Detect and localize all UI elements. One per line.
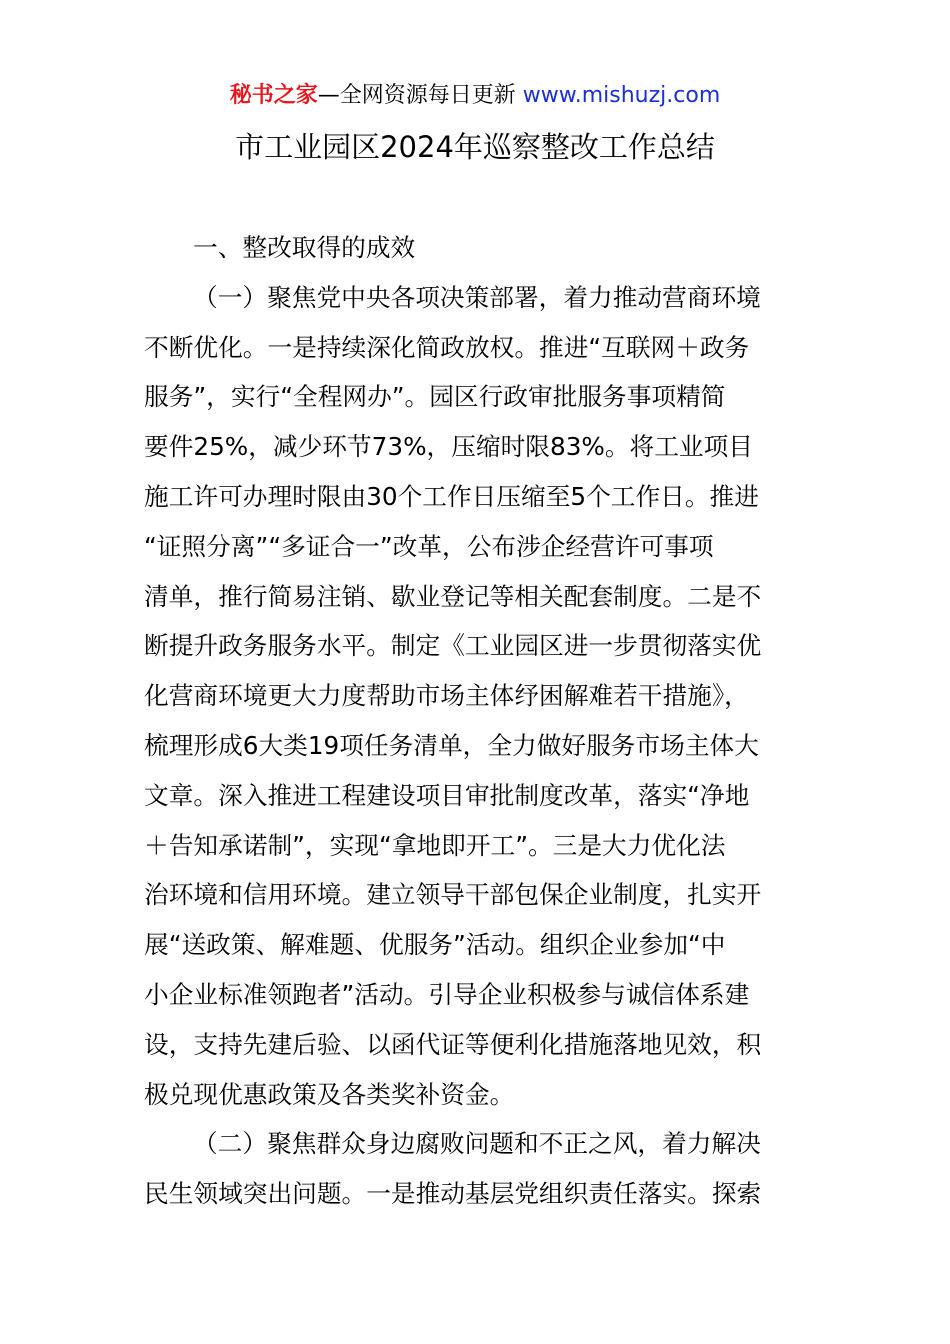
section-heading: 一、整改取得的成效 [193,233,416,262]
paragraph-line: 施工许可办理时限由30个工作日压缩至5个工作日。推进 [144,481,759,511]
brand-name: 秘书之家 [229,83,318,108]
paragraph-line: 梳理形成6大类19项任务清单，全力做好服务市场主体大 [144,730,759,760]
site-url-link[interactable]: www.mishuzj.com [522,83,721,108]
paragraph-line: 极兑现优惠政策及各类奖补资金。 [144,1079,515,1109]
paragraph-line: 文章。深入推进工程建设项目审批制度改革，落实“净地 [144,780,750,810]
document-title: 市工业园区2024年巡察整改工作总结 [235,130,715,164]
header-slogan: —全网资源每日更新 [317,83,523,108]
paragraph-line: 断提升政务服务水平。制定《工业园区进一步贯彻落实优 [144,631,762,661]
paragraph-line: 不断优化。一是持续深化简政放权。推进“互联网＋政务 [144,332,750,362]
paragraph-line: 展“送政策、解难题、优服务”活动。组织企业参加“中 [144,930,726,960]
paragraph-line: （一）聚焦党中央各项决策部署，着力推动营商环境 [193,282,761,312]
site-header [0,80,950,112]
paragraph-line: 清单，推行简易注销、歇业登记等相关配套制度。二是不 [144,581,762,611]
paragraph-line: （二）聚焦群众身边腐败问题和不正之风，着力解决 [193,1129,761,1159]
paragraph-line: 小企业标准领跑者”活动。引导企业积极参与诚信体系建 [144,979,750,1009]
paragraph-line: 设，支持先建后验、以函代证等便利化措施落地见效，积 [144,1029,762,1059]
paragraph-line: 治环境和信用环境。建立领导干部包保企业制度，扎实开 [144,880,762,910]
paragraph-line: 民生领域突出问题。一是推动基层党组织责任落实。探索 [144,1179,762,1209]
paragraph-line: “证照分离”“多证合一”改革，公布涉企经营许可事项 [144,531,714,561]
paragraph-line: 要件25%，减少环节73%，压缩时限83%。将工业项目 [144,432,753,462]
paragraph-line: 服务”，实行“全程网办”。园区行政审批服务事项精简 [144,382,726,412]
document-body [144,223,810,1219]
paragraph-line: 化营商环境更大力度帮助市场主体纾困解难若干措施》， [144,681,749,711]
paragraph-line: ＋告知承诺制”，实现“拿地即开工”。三是大力优化法 [144,830,726,860]
